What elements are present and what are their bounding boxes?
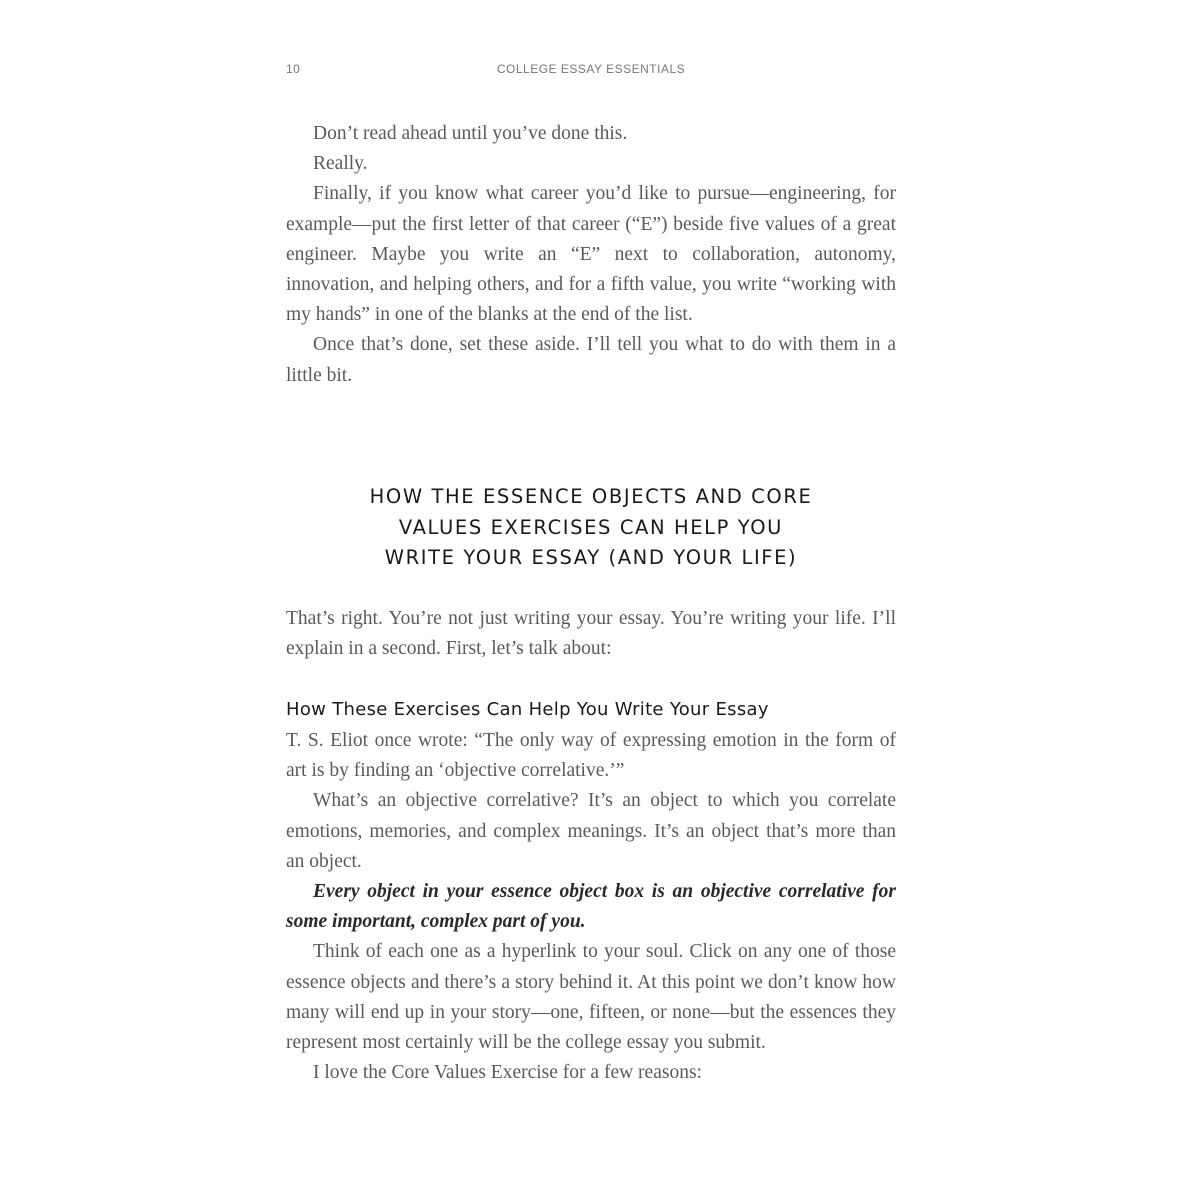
paragraph: T. S. Eliot once wrote: “The only way of expressing emotion in the form of art is by finding an ‘objective correlative.’” [286, 730, 896, 782]
subsection-heading: How These Exercises Can Help You Write Your Essay [286, 699, 769, 720]
running-title: COLLEGE ESSAY ESSENTIALS [496, 62, 686, 76]
section-heading-line: VALUES EXERCISES CAN HELP YOU [398, 515, 784, 539]
paragraph: I love the Core Values Exercise for a few reasons: [313, 1062, 702, 1084]
paragraph: Think of each one as a hyperlink to your soul. Click on any one of those essence objects and there’s a story behind it. At this point we don’t know how many will end up in your story—one, fifteen, or none—but the essences they represent most certainly will be the college essay you submit. [286, 941, 896, 1054]
subsection-text-block [286, 726, 896, 1088]
paragraph: Don’t read ahead until you’ve done this. [313, 123, 628, 144]
paragraph: Once that’s done, set these aside. I’ll tell you what to do with them in a little bit. [286, 334, 896, 386]
section-heading-line: WRITE YOUR ESSAY (AND YOUR LIFE) [384, 546, 798, 569]
section-intro-block [286, 604, 896, 664]
paragraph: Really. [313, 153, 368, 175]
emphasized-paragraph: Every object in your essence object box is an objective correlative for some important, complex part of you. [286, 881, 896, 933]
running-head [286, 62, 896, 82]
section-heading [286, 482, 896, 574]
opening-text-block [286, 119, 896, 391]
paragraph: What’s an objective correlative? It’s an object to which you correlate emotions, memories, and complex meanings. It’s an object that’s more than an object. [286, 790, 896, 872]
paragraph: Finally, if you know what career you’d like to pursue—engineering, for example—put the first letter of that career (“E”) beside five values of a great engineer. Maybe you write an “E” next to collaboration, autonomy, innovation, and helping others, and for a fifth value, you write “working with my hands” in one of the blanks at the end of the list. [286, 183, 896, 326]
page-number: 10 [286, 62, 301, 76]
paragraph: That’s right. You’re not just writing your essay. You’re writing your life. I’ll explain in a second. First, let’s talk about: [286, 608, 896, 660]
section-heading-line: HOW THE ESSENCE OBJECTS AND CORE [369, 485, 813, 508]
